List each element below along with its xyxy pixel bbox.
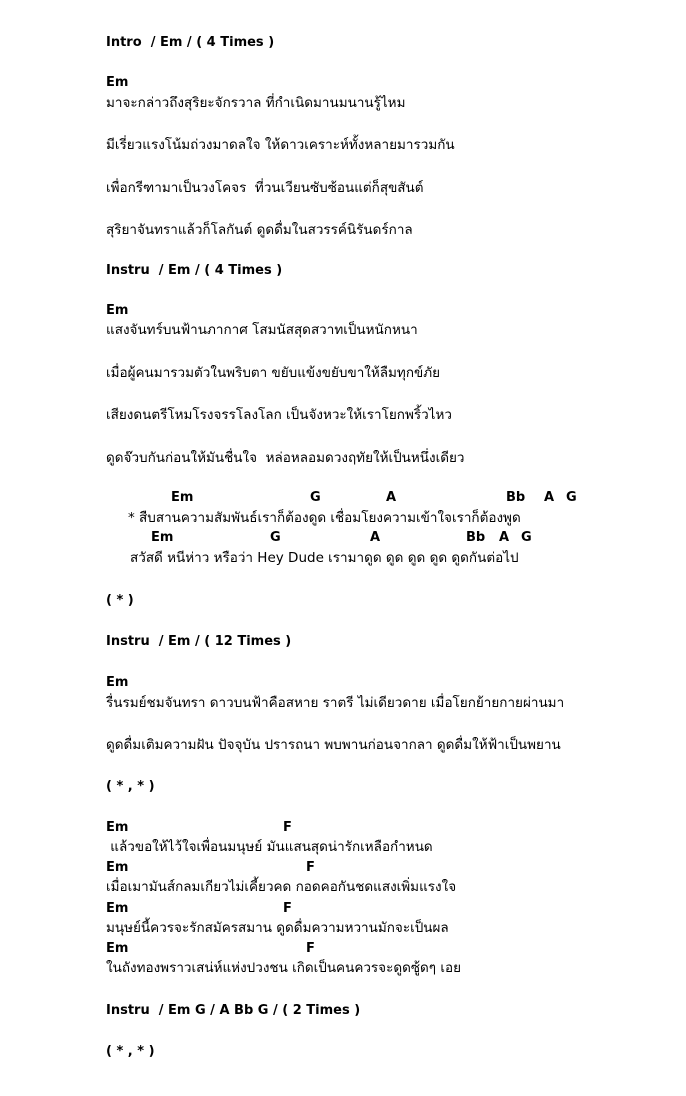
chorus1-chord: A xyxy=(386,490,397,505)
verse4-line-3: มนุษย์นี้ควรจะรักสมัครสมาน ดูดดื่มความหวานมักจะเป็นผล xyxy=(106,920,449,936)
verse4-chord-f: F xyxy=(306,860,315,875)
verse4-line-4: ในถังทองพราวเสน่ห์แห่งปวงชน เกิดเป็นคนควรจะดูดซู้ดๆ เอย xyxy=(106,960,461,976)
instru1-heading: Instru / Em / ( 4 Times ) xyxy=(106,263,283,278)
verse1-line-1: มาจะกล่าวถึงสุริยะจักรวาล ที่กำเนิดมานมนานรู้ไหม xyxy=(106,95,406,111)
repeat-marker: ( * , * ) xyxy=(106,1044,155,1059)
verse4-chord-f: F xyxy=(306,941,315,956)
verse1-line-4: สุริยาจันทราแล้วก็โลกันต์ ดูดดื่มในสวรรค์นิรันดร์กาล xyxy=(106,222,413,238)
chorus2-chord: Em xyxy=(151,530,174,545)
chorus1-chord: G xyxy=(310,490,321,505)
chorus1-chord: A xyxy=(544,490,555,505)
verse1-chord: Em xyxy=(106,75,129,90)
verse2-line-1: แสงจันทร์บนฟ้านภากาศ โสมนัสสุดสวาทเป็นหนักหนา xyxy=(106,322,418,338)
verse4-line-1: แล้วขอให้ไว้ใจเพื่อนมนุษย์ มันแสนสุดน่ารักเหลือกำหนด xyxy=(106,839,433,855)
chorus-line-2: สวัสดี หนีห่าว หรือว่า Hey Dude เรามาดูด ดูด ดูด ดูด ดูดกันต่อไป xyxy=(130,550,519,566)
chorus2-chord: Bb xyxy=(466,530,486,545)
verse3-chord: Em xyxy=(106,675,129,690)
verse4-chord-em: Em xyxy=(106,860,129,875)
chorus2-chord: G xyxy=(521,530,532,545)
verse4-chord-em: Em xyxy=(106,941,129,956)
verse4-chord-em: Em xyxy=(106,820,129,835)
verse4-chord-f: F xyxy=(283,820,292,835)
chorus1-chord: Em xyxy=(171,490,194,505)
instru3-heading: Instru / Em G / A Bb G / ( 2 Times ) xyxy=(106,1003,361,1018)
instru2-heading: Instru / Em / ( 12 Times ) xyxy=(106,634,292,649)
verse4-line-2: เมื่อเมามันส์กลมเกียวไม่เคี้ยวคด กอดคอกันชดแสงเพิ่มแรงใจ xyxy=(106,879,457,895)
chorus2-chord: A xyxy=(499,530,510,545)
verse2-line-4: ดูดจ๊วบกันก่อนให้มันชื่นใจ หล่อหลอมดวงฤทัยให้เป็นหนึ่งเดียว xyxy=(106,450,465,466)
chorus2-chord: G xyxy=(270,530,281,545)
chorus-line-1: * สืบสานความสัมพันธ์เราก็ต้องดูด เชื่อมโยงความเข้าใจเราก็ต้องพูด xyxy=(128,510,521,526)
verse2-line-2: เมื่อผู้คนมารวมตัวในพริบตา ขยับแข้งขยับขาให้ลืมทุกข์ภัย xyxy=(106,365,441,381)
verse1-line-2: มีเรี่ยวแรงโน้มถ่วงมาดลใจ ให้ดาวเคราะห์ทั้งหลายมารวมกัน xyxy=(106,137,455,153)
intro-heading: Intro / Em / ( 4 Times ) xyxy=(106,35,275,50)
verse4-chord-em: Em xyxy=(106,901,129,916)
verse2-chord: Em xyxy=(106,303,129,318)
repeat-marker: ( * ) xyxy=(106,593,134,608)
verse4-chord-f: F xyxy=(283,901,292,916)
chorus1-chord: G xyxy=(566,490,577,505)
verse2-line-3: เสียงดนตรีโหมโรงจรรโลงโลก เป็นจังหวะให้เราโยกพริ้วไหว xyxy=(106,407,452,423)
chorus2-chord: A xyxy=(370,530,381,545)
verse3-line-2: ดูดดื่มเติมความฝัน ปัจจุบัน ปรารถนา พบพานก่อนจากลา ดูดดื่มให้ฟ้าเป็นพยาน xyxy=(106,737,561,753)
chorus1-chord: Bb xyxy=(506,490,526,505)
repeat-marker: ( * , * ) xyxy=(106,779,155,794)
verse1-line-3: เพื่อกรีฑามาเป็นวงโคจร ที่วนเวียนซับซ้อนแต่ก็สุขสันต์ xyxy=(106,180,424,196)
verse3-line-1: รื่นรมย์ชมจันทรา ดาวบนฟ้าคือสหาย ราตรี ไม่เดียวดาย เมื่อโยกย้ายกายผ่านมา xyxy=(106,695,565,711)
